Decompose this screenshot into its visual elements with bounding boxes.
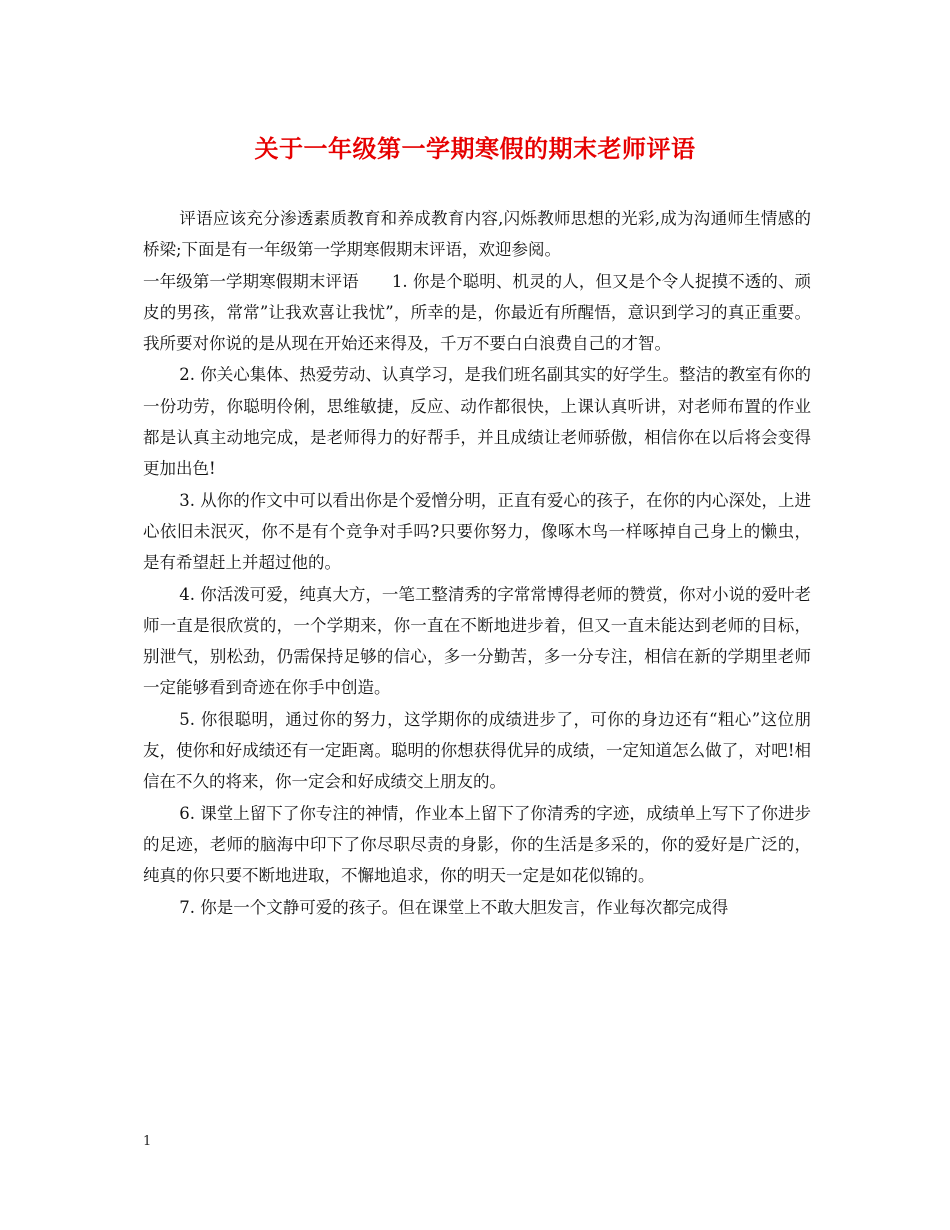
comment-paragraph-7: 7. 你是一个文静可爱的孩子。但在课堂上不敢大胆发言，作业每次都完成得 [179, 897, 729, 917]
comment-paragraph-4: 4. 你活泼可爱，纯真大方，一笔工整清秀的字常常博得老师的赞赏，你对小说的爱叶老师一直是很欣赏的，一个学期来，你一直在不断地进步着，但又一直未能达到老师的目标，别泄气，别松劲，仍需保持足够的信心，多一分勤苦，多一分专注，相信在新的学期里老师一定能够看到奇迹在你手中创造。 [143, 584, 811, 698]
comment-paragraph-6: 6. 课堂上留下了你专注的神情，作业本上留下了你清秀的字迹，成绩单上写下了你进步的足迹，老师的脑海中印下了你尽职尽责的身影，你的生活是多采的，你的爱好是广泛的，纯真的你只要不断地进取，不懈地追求，你的明天一定是如花似锦的。 [143, 803, 811, 886]
intro-paragraph: 评语应该充分渗透素质教育和养成教育内容,闪烁教师思想的光彩,成为沟通师生情感的桥梁;下面是有一年级第一学期寒假期末评语，欢迎参阅。 [143, 209, 811, 260]
comment-paragraph-2: 2. 你关心集体、热爱劳动、认真学习，是我们班名副其实的好学生。整洁的教室有你的一份功劳，你聪明伶俐，思维敏捷，反应、动作都很快，上课认真听讲，对老师布置的作业都是认真主动地完成，是老师得力的好帮手，并且成绩让老师骄傲，相信你在以后将会变得更加出色! [143, 365, 811, 479]
comment-paragraph-3: 3. 从你的作文中可以看出你是个爱憎分明，正直有爱心的孩子，在你的内心深处，上进心依旧未泯灭，你不是有个竞争对手吗?只要你努力，像啄木鸟一样啄掉自己身上的懒虫，是有希望赶上并超过他的。 [143, 490, 811, 573]
comment-paragraph-1: 一年级第一学期寒假期末评语 1. 你是个聪明、机灵的人，但又是个令人捉摸不透的、顽皮的男孩，常常”让我欢喜让我忧”，所幸的是，你最近有所醒悟，意识到学习的真正重要。我所要对你说的是从现在开始还来得及，千万不要白白浪费自己的才智。 [143, 271, 811, 354]
page-number: 1 [143, 1134, 152, 1149]
document-body [143, 203, 811, 923]
comment-paragraph-5: 5. 你很聪明，通过你的努力，这学期你的成绩进步了，可你的身边还有“粗心”这位朋友，使你和好成绩还有一定距离。聪明的你想获得优异的成绩，一定知道怎么做了，对吧!相信在不久的将来，你一定会和好成绩交上朋友的。 [143, 709, 811, 792]
document-title: 关于一年级第一学期寒假的期末老师评语 [254, 135, 696, 163]
